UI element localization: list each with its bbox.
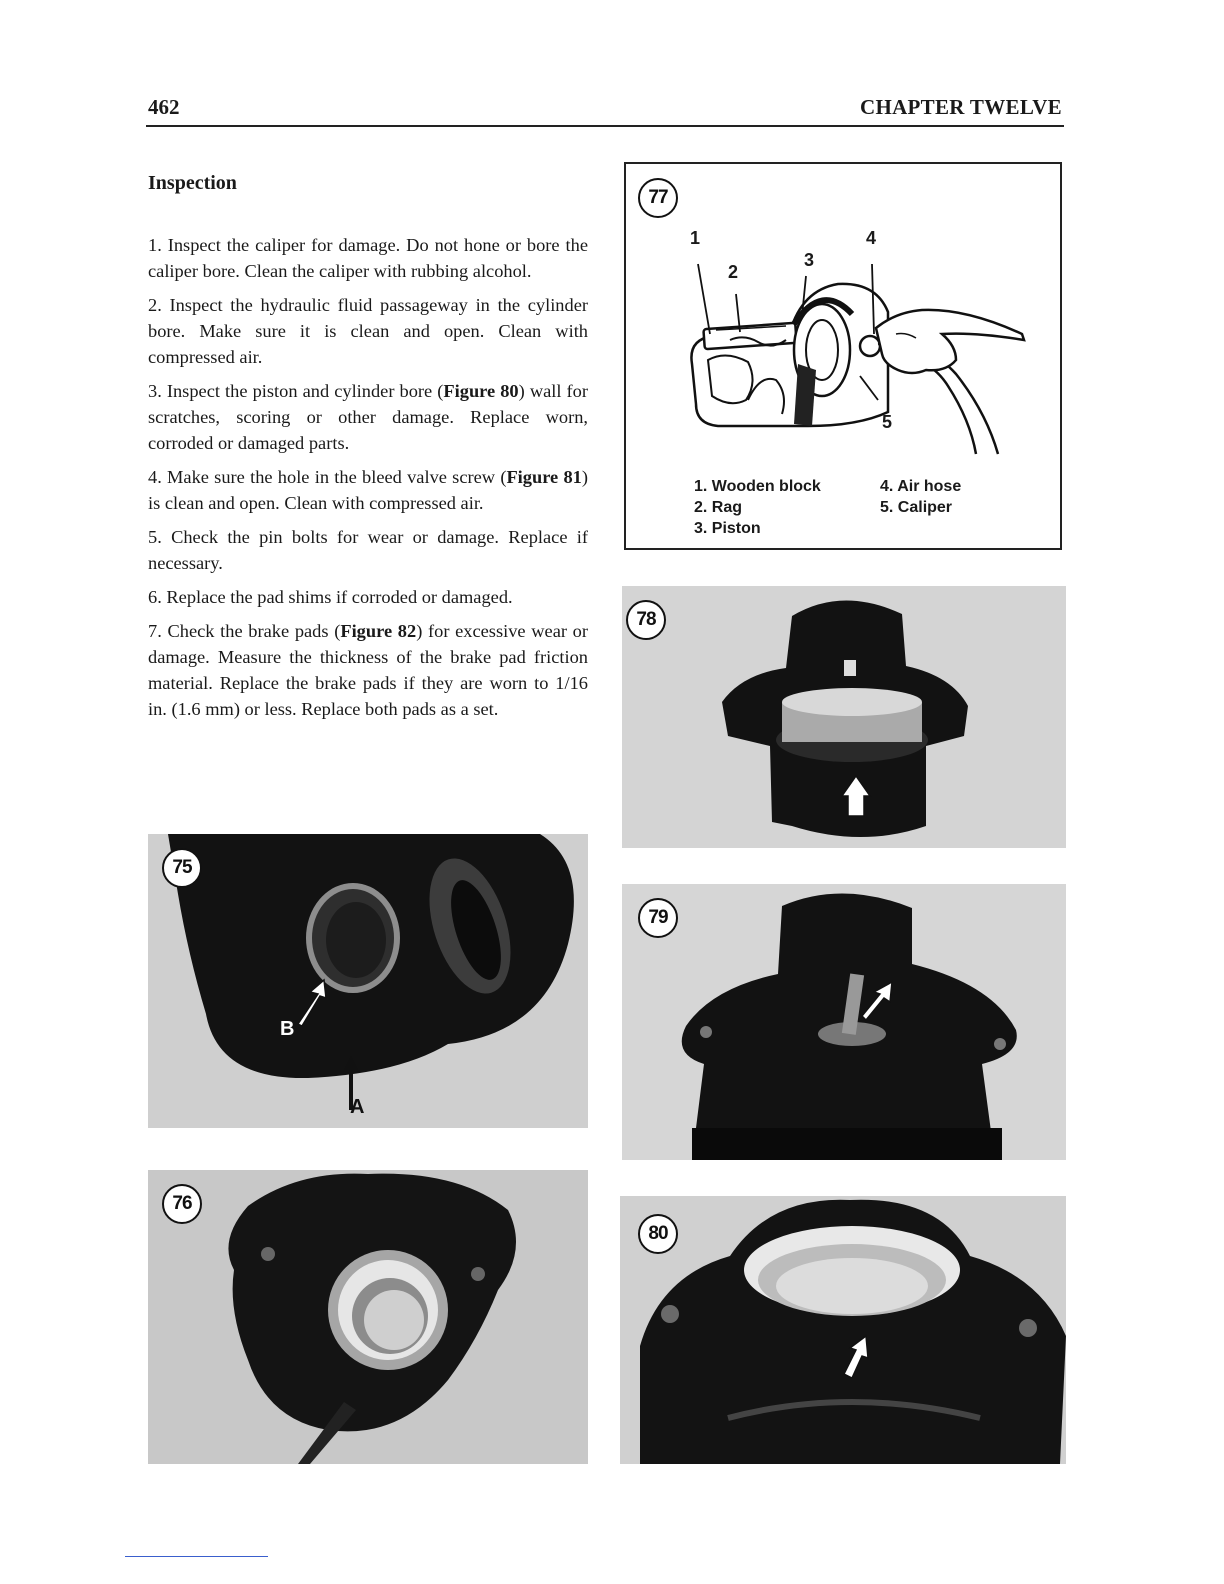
legend-right <box>880 476 961 518</box>
figure-77-diagram <box>624 162 1062 550</box>
figure-number-80: 80 <box>638 1214 678 1254</box>
legend-left <box>694 476 821 539</box>
figure-number-76: 76 <box>162 1184 202 1224</box>
legend-item: 3. Piston <box>694 520 761 537</box>
figure-ref: Figure 80 <box>443 381 519 401</box>
figure-80-photo <box>620 1196 1066 1464</box>
figure-76-photo <box>148 1170 588 1464</box>
figure-79-photo <box>622 884 1066 1160</box>
legend-item: 5. Caliper <box>880 499 953 516</box>
step-4: 4. Make sure the hole in the bleed valve screw (Figure 81) is clean and open. Clean with compressed air. <box>148 467 588 513</box>
caliper-photo-79 <box>622 884 1066 1160</box>
callout-5: 5 <box>882 412 893 432</box>
caliper-photo-80 <box>620 1196 1066 1464</box>
figure-number-77: 77 <box>638 178 678 218</box>
legend-item: 4. Air hose <box>880 478 962 495</box>
step-5: 5. Check the pin bolts for wear or damage. Replace if necessary. <box>148 527 588 573</box>
step-6: 6. Replace the pad shims if corroded or damaged. <box>148 587 513 607</box>
caliper-photo-76 <box>148 1170 588 1464</box>
footer-underline <box>125 1556 268 1557</box>
figure-number-75: 75 <box>162 848 202 888</box>
inspection-steps <box>148 232 588 730</box>
figure-ref: Figure 82 <box>340 621 417 641</box>
caliper-photo-75 <box>148 834 588 1128</box>
legend-item: 1. Wooden block <box>694 478 821 495</box>
callout-1: 1 <box>690 228 701 248</box>
step-1: 1. Inspect the caliper for damage. Do not hone or bore the caliper bore. Clean the caliper with rubbing alcohol. <box>148 235 588 281</box>
figure-number-79: 79 <box>638 898 678 938</box>
label-a: A <box>350 1096 365 1118</box>
legend-item: 2. Rag <box>694 499 743 516</box>
label-b: B <box>280 1018 295 1040</box>
step-3: 3. Inspect the piston and cylinder bore (Figure 80) wall for scratches, scoring or other damage. Replace worn, corroded or damaged parts. <box>148 381 588 453</box>
page-number: 462 <box>148 95 180 119</box>
callout-3: 3 <box>804 250 815 270</box>
callout-4: 4 <box>866 228 877 248</box>
header-rule <box>146 125 1064 127</box>
step-7: 7. Check the brake pads (Figure 82) for excessive wear or damage. Measure the thickness of the brake pad friction material. Replace the brake pads if they are worn to 1/16 in. (1.6 mm) or less. Replace both pads as a set. <box>148 621 589 719</box>
callout-2: 2 <box>728 262 739 282</box>
figure-78-photo <box>622 586 1066 848</box>
figure-ref: Figure 81 <box>506 467 582 487</box>
section-heading: Inspection <box>148 172 237 194</box>
caliper-air-hose-illustration <box>626 164 1060 548</box>
figure-75-photo <box>148 834 588 1128</box>
step-2: 2. Inspect the hydraulic fluid passageway in the cylinder bore. Make sure it is clean and open. Clean with compressed air. <box>148 295 588 367</box>
chapter-title: CHAPTER TWELVE <box>859 95 1062 119</box>
caliper-photo-78 <box>622 586 1066 848</box>
figure-number-78: 78 <box>626 600 666 640</box>
